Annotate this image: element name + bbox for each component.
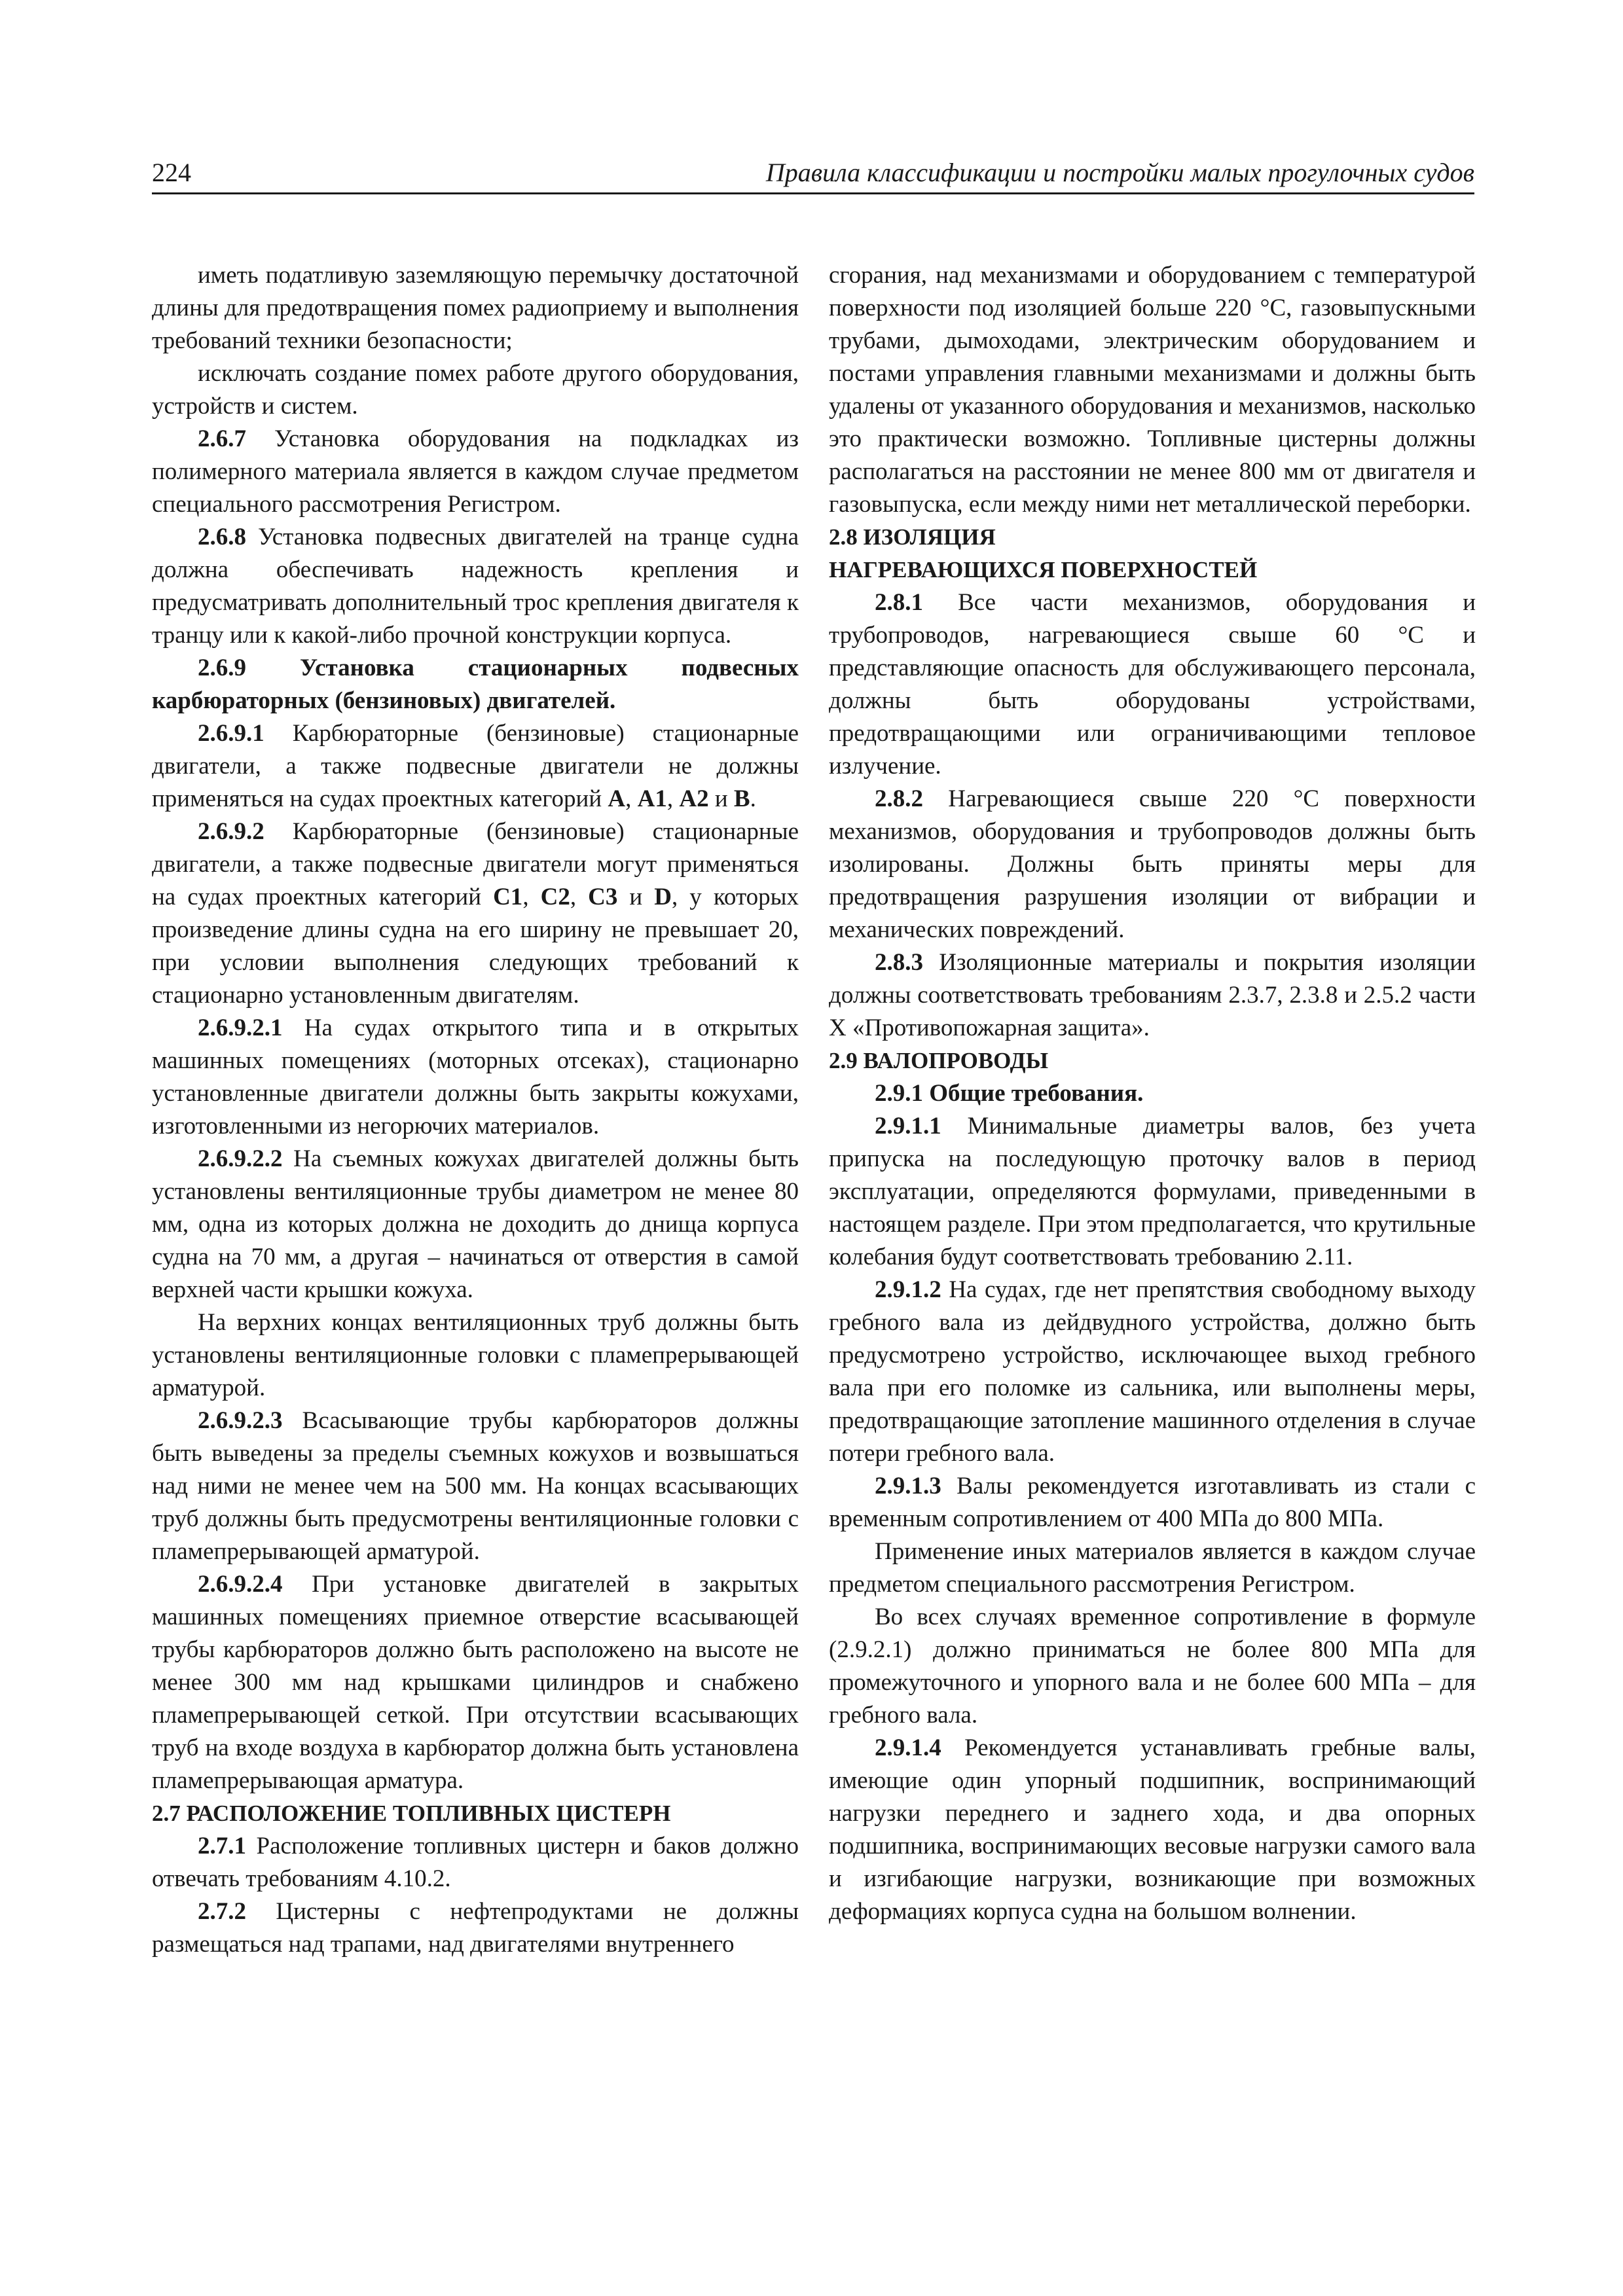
- clause-number: 2.8.2: [875, 785, 923, 812]
- paragraph-2-6-9-2: [152, 816, 799, 1012]
- clause-number: 2.6.9: [198, 655, 246, 681]
- clause-number: 2.6.9.2: [198, 818, 264, 845]
- category-a: A: [608, 785, 626, 812]
- clause-number: 2.9.1.3: [875, 1473, 941, 1499]
- category-a1: A1: [637, 785, 667, 812]
- clause-number: 2.8.3: [875, 949, 923, 976]
- clause-number: 2.6.9.2.3: [198, 1407, 283, 1434]
- clause-text: Цистерны с нефтепродуктами не должны размещаться над трапами, над двигателями внутреннего: [152, 1898, 799, 1958]
- conjunction: и: [708, 785, 734, 812]
- paragraph-2-8-1: [829, 586, 1476, 783]
- clause-text: На судах, где нет препятствия свободному выходу гребного вала из дейдвудного устройства, должно быть предусмотрено устройство, исключающее выход гребного вала при его поломке из сальника, или выполнены меры, предотвращающие затопление машинного отделения в случае потери гребного вала.: [829, 1276, 1476, 1467]
- clause-number: 2.9.1.1: [875, 1113, 941, 1139]
- paragraph-2-7-2: [152, 1895, 799, 1961]
- clause-text: Минимальные диаметры валов, без учета припуска на последующую проточку валов в период эксплуатации, определяются формулами, приведенными в настоящем разделе. При этом предполагается, что крутильные колебания будут соответствовать требованию 2.11.: [829, 1113, 1476, 1270]
- clause-number: 2.6.9.2.4: [198, 1571, 283, 1598]
- heading-line: НАГРЕВАЮЩИХСЯ ПОВЕРХНОСТЕЙ: [829, 557, 1258, 583]
- category-c2: C2: [540, 884, 570, 910]
- clause-text: Карбюраторные (бензиновые) стационарные двигатели, а также подвесные двигатели не должны применяться на судах проектных категорий: [152, 720, 799, 812]
- clause-text: Все части механизмов, оборудования и трубопроводов, нагревающиеся свыше 60 °С и представляющие опасность для обслуживающего персонала, должны быть оборудованы устройствами, предотвращающими или ограничивающими тепловое излучение.: [829, 589, 1476, 780]
- section-heading-2-8: [829, 521, 1476, 586]
- paragraph: иметь податливую заземляющую перемычку достаточной длины для предотвращения помех радиоприему и выполнения требований техники безопасности;: [152, 262, 799, 354]
- paragraph-2-8-2: [829, 783, 1476, 946]
- clause-title: Установка стационарных подвесных карбюраторных (бензиновых) двигателей.: [152, 655, 799, 714]
- clause-number: 2.6.9.2.2: [198, 1145, 283, 1172]
- clause-text: Нагревающиеся свыше 220 °С поверхности механизмов, оборудования и трубопроводов должны быть изолированы. Должны быть приняты меры для предотвращения разрушения изоляции от вибрации и механических повреждений.: [829, 785, 1476, 943]
- paragraph-2-6-9-2-1: [152, 1012, 799, 1143]
- header-rule: [152, 192, 1474, 194]
- paragraph-2-7-1: [152, 1830, 799, 1895]
- clause-text: На судах открытого типа и в открытых машинных помещениях (моторных отсеках), стационарно установленные двигатели должны быть закрыты кожухами, изготовленными из негорючих материалов.: [152, 1014, 799, 1139]
- clause-text: Рекомендуется устанавливать гребные валы, имеющие один упорный подшипник, воспринимающий нагрузки переднего и заднего хода, и два опорных подшипника, воспринимающих весовые нагрузки самого вала и изгибающие нагрузки, возникающие при возможных деформациях корпуса судна на большом волнении.: [829, 1734, 1476, 1925]
- paragraph-2-6-9-2-4: [152, 1568, 799, 1797]
- clause-text: На съемных кожухах двигателей должны быть установлены вентиляционные трубы диаметром не менее 80 мм, одна из которых должна не доходить до днища корпуса судна на 70 мм, а другая – начинаться от отверстия в самой верхней части крышки кожуха.: [152, 1145, 799, 1303]
- paragraph-2-9-1-3: [829, 1470, 1476, 1535]
- paragraph: Во всех случаях временное сопротивление в формуле (2.9.2.1) должно приниматься не более 800 МПа для промежуточного и упорного вала и не более 600 МПа – для гребного вала.: [829, 1604, 1476, 1729]
- clause-text: Установка подвесных двигателей на транце судна должна обеспечивать надежность крепления и предусматривать дополнительный трос крепления двигателя к транцу или к какой-либо прочной конструкции корпуса.: [152, 524, 799, 649]
- category-a2: A2: [679, 785, 709, 812]
- paragraph-2-6-9-2-3: [152, 1405, 799, 1568]
- category-d: D: [654, 884, 672, 910]
- paragraph-2-6-9-1: [152, 717, 799, 816]
- clause-number: 2.6.9.2.1: [198, 1014, 283, 1041]
- page-header: [152, 152, 1474, 191]
- clause-text: Расположение топливных цистерн и баков должно отвечать требованиям 4.10.2.: [152, 1833, 799, 1892]
- clause-number: 2.6.8: [198, 524, 246, 550]
- paragraph-2-6-8: [152, 521, 799, 652]
- category-c1: C1: [493, 884, 523, 910]
- period: .: [750, 785, 756, 812]
- section-heading-2-9: 2.9 ВАЛОПРОВОДЫ: [829, 1048, 1049, 1073]
- conjunction: и: [617, 884, 655, 910]
- category-c3: C3: [588, 884, 618, 910]
- separator: ,: [570, 884, 589, 910]
- paragraph-2-8-3: [829, 946, 1476, 1045]
- category-b: B: [733, 785, 750, 812]
- clause-number: 2.6.9.1: [198, 720, 264, 747]
- paragraph-2-9-1: [829, 1077, 1476, 1110]
- paragraph-2-9-1-1: [829, 1110, 1476, 1274]
- paragraph-2-9-1-4: [829, 1732, 1476, 1928]
- separator: ,: [625, 785, 638, 812]
- paragraph-2-9-1-2: [829, 1274, 1476, 1470]
- paragraph-2-6-7: [152, 423, 799, 521]
- clause-text: Изоляционные материалы и покрытия изоляции должны соответствовать требованиям 2.3.7, 2.3.8 и 2.5.2 части X «Противопожарная защита».: [829, 949, 1476, 1041]
- section-heading-2-7: 2.7 РАСПОЛОЖЕНИЕ ТОПЛИВНЫХ ЦИСТЕРН: [152, 1801, 671, 1826]
- paragraph: На верхних концах вентиляционных труб должны быть установлены вентиляционные головки с пламепрерывающей арматурой.: [152, 1309, 799, 1401]
- page-number: 224: [152, 158, 191, 187]
- clause-number: 2.9.1.2: [875, 1276, 941, 1303]
- left-column: [152, 259, 799, 1961]
- paragraph: исключать создание помех работе другого оборудования, устройств и систем.: [152, 360, 799, 420]
- paragraph-2-6-9: [152, 652, 799, 717]
- separator: ,: [522, 884, 541, 910]
- paragraph-2-7-2-continued: сгорания, над механизмами и оборудованием с температурой поверхности под изоляцией больше 220 °С, газовыпускными трубами, дымоходами, электрическим оборудованием и постами управления главными механизмами и должны быть удалены от указанного оборудования и механизмов, насколько это практически возможно. Топливные цистерны должны располагаться на расстоянии не менее 800 мм от двигателя и газовыпуска, если между ними нет металлической переборки.: [829, 262, 1476, 518]
- clause-number: 2.8.1: [875, 589, 923, 616]
- clause-number: 2.9.1: [875, 1080, 923, 1107]
- clause-text: , у которых произведение длины судна на его ширину не превышает 20, при условии выполнения следующих требований к стационарно установленным двигателям.: [152, 884, 799, 1009]
- paragraph: Применение иных материалов является в каждом случае предметом специального рассмотрения Регистром.: [829, 1538, 1476, 1598]
- separator: ,: [666, 785, 680, 812]
- heading-line: 2.8 ИЗОЛЯЦИЯ: [829, 524, 996, 550]
- clause-number: 2.9.1.4: [875, 1734, 941, 1761]
- clause-title: Общие требования.: [923, 1080, 1144, 1107]
- clause-text: Карбюраторные (бензиновые) стационарные двигатели, а также подвесные двигатели могут применяться на судах проектных категорий: [152, 818, 799, 910]
- clause-number: 2.7.2: [198, 1898, 246, 1925]
- clause-text: При установке двигателей в закрытых машинных помещениях приемное отверстие всасывающей трубы карбюраторов должно быть расположено на высоте не менее 300 мм над крышками цилиндров и снабжено пламепрерывающей сеткой. При отсутствии всасывающих труб на входе воздуха в карбюратор должна быть установлена пламепрерывающая арматура.: [152, 1571, 799, 1794]
- right-column: [829, 259, 1476, 1928]
- clause-text: Валы рекомендуется изготавливать из стали с временным сопротивлением от 400 МПа до 800 МПа.: [829, 1473, 1476, 1532]
- running-title: Правила классификации и постройки малых прогулочных судов: [765, 158, 1474, 187]
- clause-text: Всасывающие трубы карбюраторов должны быть выведены за пределы съемных кожухов и возвышаться над ними не менее чем на 500 мм. На концах всасывающих труб должны быть предусмотрены вентиляционные головки с пламепрерывающей арматурой.: [152, 1407, 799, 1565]
- clause-number: 2.6.7: [198, 425, 246, 452]
- paragraph-2-6-9-2-2: [152, 1143, 799, 1306]
- clause-text: Установка оборудования на подкладках из полимерного материала является в каждом случае предметом специального рассмотрения Регистром.: [152, 425, 799, 518]
- clause-number: 2.7.1: [198, 1833, 246, 1859]
